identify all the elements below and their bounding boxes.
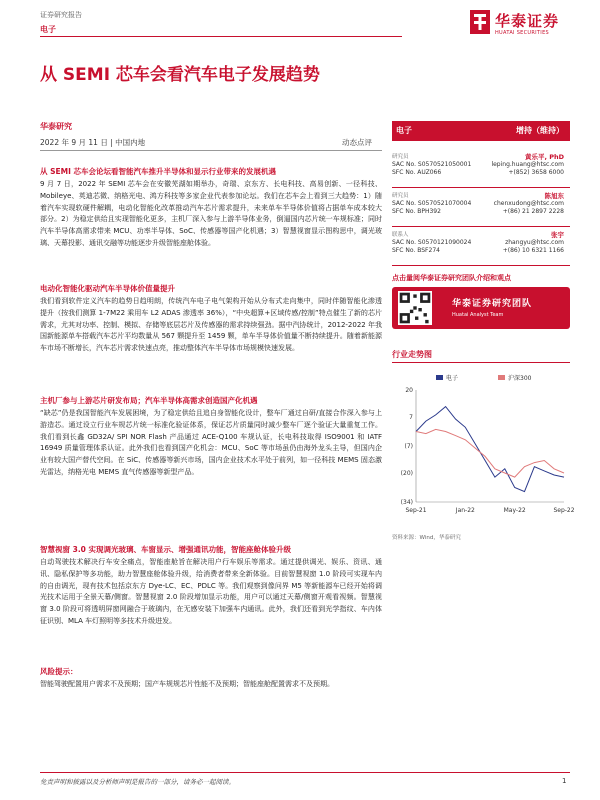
legend-swatch [498,375,505,380]
y-tick-label: (7) [404,443,413,450]
chart-source-note: 资料来源：Wind，华泰研究 [392,535,461,541]
section-title-2: 电动化智能化驱动汽车半导体价值量提升 [40,284,175,293]
analyst-1 [392,153,570,177]
risk-title: 风险提示： [40,667,78,676]
analyst-role: 研究员 [392,154,409,160]
y-tick-label: (34) [400,499,413,506]
rating-value: 增持（维持） [516,126,564,135]
analyst-role: 联系人 [392,232,409,238]
analyst-phone: +(852) 3658 6000 [508,169,564,176]
analyst-name: 黄乐平, PhD [524,153,564,161]
rating-sector: 电子 [396,126,412,135]
section-body-3: “缺芯”仍是我国智能汽车发展困境，为了稳定供给且追自身智能化设计，整车厂通过自研/直接合作深入参与上游造芯。通过设立行业车规芯片统一标准化验证体系，保证芯片质量同时减少整车厂逐个验证大量重复工作。我们看到长鑫 GD32A/ SPI NOR Flash 产品通过 ACE-Q100 车规认证，长电科技取得 ISO9001 和 IATF 16949 质量管理体系认证。此外我们也看到国产化机会：MCU、SoC 等市场虽仍由海外龙头主导，但国内企业有较大国产替代空间。在 SiC、传感器等新兴市场，国内企业技术水平处于前列，如一径科技 MEMS 固态激光雷达，纳格光电 MEMS 直气传感器等新型产品。 [40,409,382,476]
analyst-divider [392,265,570,266]
section-title-1: 从 SEMI 芯车会论坛看智能汽车推升半导体和显示行业带来的发展机遇 [40,167,276,176]
section-body-2: 我们看到软件定义汽车的趋势日趋明朗，传统汽车电子电气架构开始从分布式走向集中，同时伴随智能化渗透提升（按我们测算 1-7M22 乘用车 L2 ADAS 渗透率 36%），“中央超算+区域传感/控制”特点催生了新的芯片需求，尤其对功率、控制、模拟、存储等底层芯片及传感器的需求持续强劲。据中汽协统计，2012-2022 年我国新能源单车搭载汽车芯片平均数量从 567 颗提升至 1459 颗，单车半导体价值量不断持续提升。随着新能源车市场不断增长，汽车芯片需求快速点亮，推动整体汽车半导体市场规模快速发展。 [40,297,382,353]
y-tick-label: (20) [400,469,413,477]
report-date: 2022 年 9 月 11 日 [40,138,108,147]
footer-disclaimer: 免责声明和披露以及分析师声明是报告的一部分，请务必一起阅读。 [40,778,235,786]
qr-caption: 点击量阅华泰证券研究团队介绍和观点 [392,274,511,282]
analyst-divider [392,187,570,188]
analyst-email[interactable]: zhangyu@htsc.com [505,239,564,246]
industry-trend-chart [392,368,575,526]
section-body-1: 9 月 7 日，2022 年 SEMI 芯车会在安徽芜湖如期举办，奇瑞、京东方、长电科技、高易创新、一径科技、Mobileye、英迪芯微、纳格光电、鸿方科技等多家企业代表参加论坛。我们在芯车会上看到三大趋势：1）随着汽车实现软硬件解耦，电动化智能化改革推动汽车芯片需求提升，未来单车半导体价值将占据单车成本较大部分。2）为稳定供给且实现智能化更多，主机厂深入参与上游半导体业务，倒逼国内芯片统一车规标准；同时汽车半导体高需求带来 MCU、功率半导体、SoC、传感器等国产化机遇；3）智慧视窗显示图构思中，调光玻璃、天幕投影、通讯交融等功能逐步升级智能座舱体验。 [40,180,382,247]
analyst-phone: +(86) 21 2897 2228 [502,208,564,215]
qr-banner[interactable] [392,287,570,329]
analyst-name: 陈旭东 [544,192,564,200]
section-title-3: 主机厂参与上游芯片研发布局；汽车半导体高需求创造国产化机遇 [40,396,258,405]
risk-body: 智能驾驶配置用户需求不及预期；国产车规规芯片性能不及预期；智能座舱配置需求不及预期。 [40,680,334,688]
qr-banner-subtitle: Huatai Analyst Team [452,312,504,318]
analyst-3 [392,231,570,255]
analyst-email[interactable]: leping.huang@htsc.com [491,161,564,168]
trend-title: 行业走势图 [392,350,432,359]
footer-divider [40,772,570,773]
qr-code-icon [398,291,432,325]
analyst-phone: +(86) 10 6321 1166 [502,247,564,254]
section-body-4: 自动驾驶技术解决行车安全痛点，智能座舱旨在解决用户行车娱乐等需求。通过提供调光、娱乐、资讯、通讯、隐私保护等多功能，助力智慧座舱体验升级，给消费者带来全新体验。目前智慧视窗 1.0 阶段可实现车内的自由调光，现有技术包括京东方 Dye-LC、EC、PDLC 等。我们观察到像问界 M5 等新能源车已经开始将调光技术运用于全景天幕/侧窗。智慧视窗 2.0 阶段增加显示功能，用户可以通过天幕/侧窗开观看视频。智慧视窗 3.0 阶段可将透明屏窗网融合于玻璃内，在无感安装下加强车内通讯。此外，我们还看到光学指纹、车内体征识别、MLA 车灯照明等多技术升级进发。 [40,558,382,625]
header-divider [40,36,402,37]
brand-logo [470,8,595,42]
legend-swatch [436,375,443,380]
legend-label: 沪深300 [508,375,532,382]
analyst-email[interactable]: chenxudong@htsc.com [493,200,564,207]
x-tick-label: Sep-22 [553,507,575,514]
x-tick-label: Jan-22 [455,507,475,514]
analyst-role: 研究员 [392,193,409,199]
sector-label: 电子 [40,25,56,34]
x-tick-label: May-22 [503,507,526,514]
analyst-sfc: SFC No. BSF274 [392,247,440,254]
legend-label: 电子 [446,375,459,382]
series-line [416,407,564,492]
report-region: 中国内地 [115,138,146,147]
analyst-divider [392,226,570,227]
source-label: 华泰研究 [40,122,72,131]
analyst-sac: SAC No. S0570521070004 [392,200,472,207]
page-number: 1 [562,777,567,785]
analyst-sac: SAC No. S0570521050001 [392,161,472,168]
y-tick-label: 20 [405,387,413,394]
title-divider [40,150,382,151]
rating-bar [392,121,570,141]
brand-name-cn: 华泰证券 [495,12,560,30]
date-line: 2022 年 9 月 11 日 | 中国内地 [40,138,146,147]
report-title: 从 SEMI 芯车会看汽车电子发展趋势 [40,65,320,85]
x-tick-label: Sep-21 [405,507,427,514]
trend-divider [392,362,570,363]
report-type-label: 证券研究报告 [40,11,82,19]
analyst-sfc: SFC No. BPH392 [392,208,441,215]
section-title-4: 智慧视窗 3.0 实现调光玻璃、车窗显示、增强通讯功能，智能座舱体验升级 [40,545,292,554]
qr-banner-title: 华泰证券研究团队 [452,299,533,309]
analyst-sac: SAC No. S0570121090024 [392,239,472,246]
analyst-sfc: SFC No. AUZ066 [392,169,442,176]
brand-mark-icon [470,10,490,34]
brand-name-en: HUATAI SECURITIES [495,30,549,36]
analyst-2 [392,192,570,216]
doc-type-label: 动态点评 [342,138,372,147]
analyst-name: 张宇 [551,231,564,239]
y-tick-label: 7 [409,413,413,421]
